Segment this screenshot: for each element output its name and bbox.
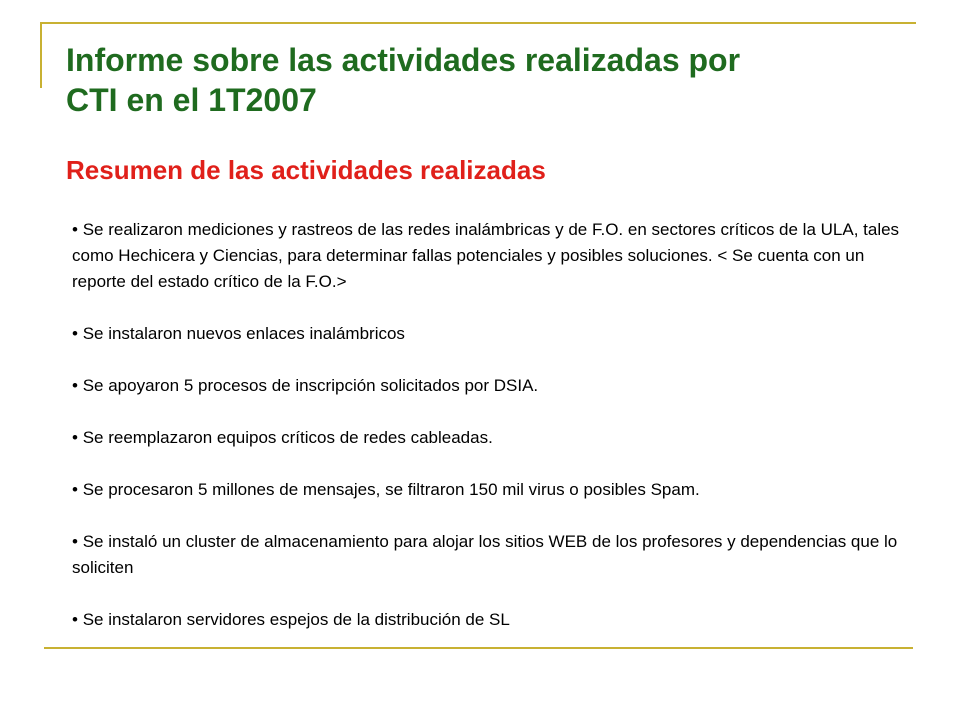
list-item (72, 607, 908, 633)
list-item (72, 425, 908, 451)
slide-title-line1: Informe sobre las actividades realizadas por (66, 42, 741, 78)
list-item (72, 321, 908, 347)
bullet-icon: • (72, 220, 78, 239)
bullet-icon: • (72, 324, 78, 343)
list-item-text: Se apoyaron 5 procesos de inscripción solicitados por DSIA. (82, 376, 539, 395)
bullet-icon: • (72, 428, 78, 447)
slide-title-line2: CTI en el 1T2007 (66, 82, 317, 118)
bullet-icon: • (72, 376, 78, 395)
slide-title (66, 40, 906, 120)
list-item-text: Se procesaron 5 millones de mensajes, se filtraron 150 mil virus o posibles Spam. (82, 480, 700, 499)
list-item-text: Se instalaron servidores espejos de la distribución de SL (82, 610, 510, 629)
top-rule (40, 22, 916, 24)
bullet-icon: • (72, 532, 78, 551)
list-item (72, 529, 908, 581)
list-item-text: Se instaló un cluster de almacenamiento para alojar los sitios WEB de los profesores y dependencias que lo soliciten (72, 532, 898, 577)
list-item (72, 217, 908, 295)
bullet-icon: • (72, 610, 78, 629)
slide-subtitle: Resumen de las actividades realizadas (66, 155, 546, 185)
left-rule (40, 22, 42, 88)
list-item (72, 477, 908, 503)
bottom-rule (44, 647, 913, 649)
list-item-text: Se realizaron mediciones y rastreos de las redes inalámbricas y de F.O. en sectores críticos de la ULA, tales como Hechicera y Ciencias, para determinar fallas potenciales y posibles soluciones. < Se cuenta con un reporte del estado crítico de la F.O.> (72, 220, 900, 291)
activity-list (72, 217, 908, 659)
list-item (72, 373, 908, 399)
list-item-text: Se reemplazaron equipos críticos de redes cableadas. (82, 428, 493, 447)
list-item-text: Se instalaron nuevos enlaces inalámbricos (82, 324, 405, 343)
bullet-icon: • (72, 480, 78, 499)
